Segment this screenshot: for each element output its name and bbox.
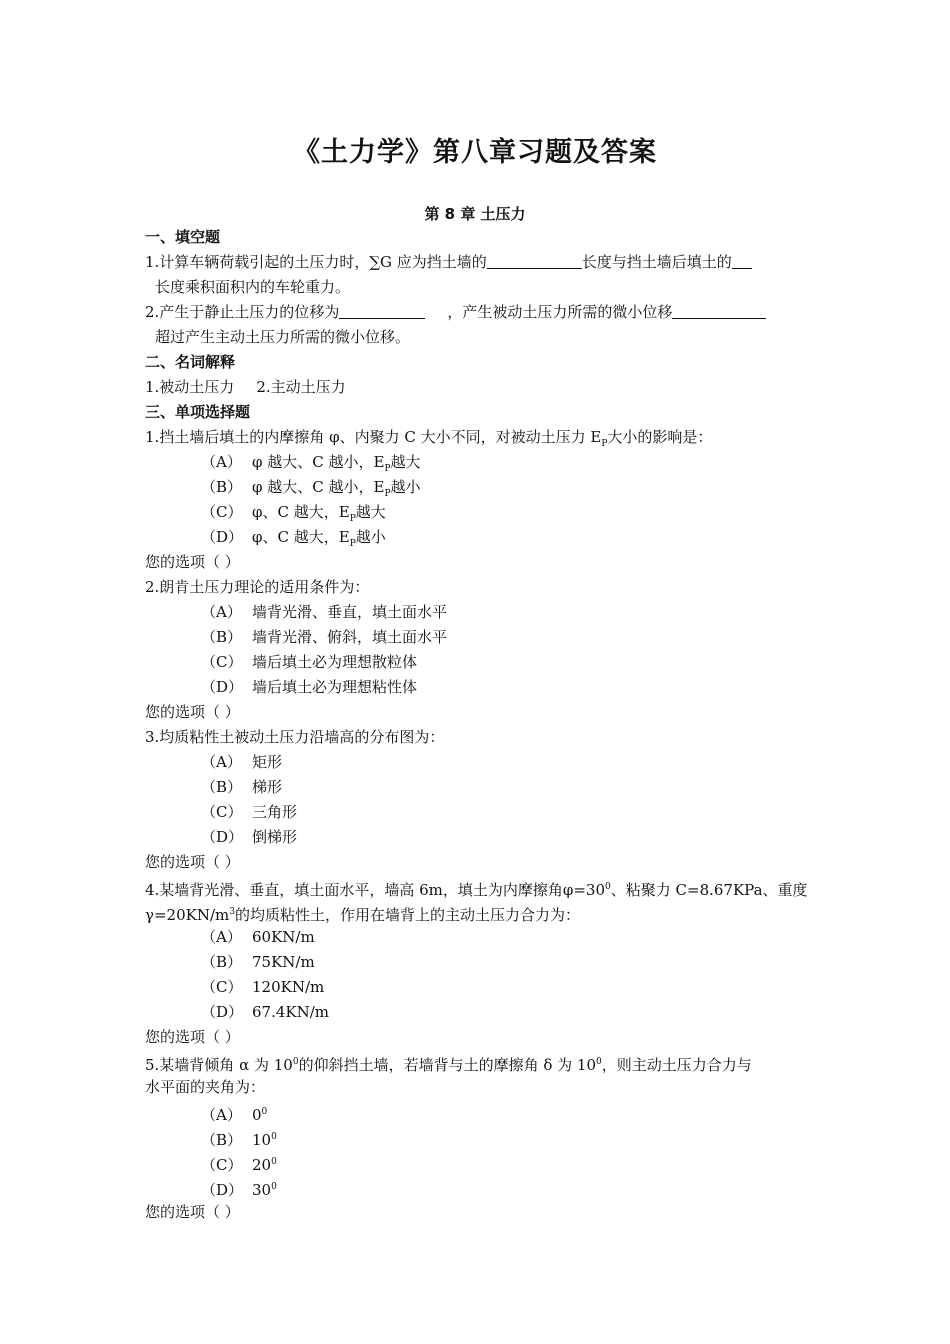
question-1-stem xyxy=(145,425,810,450)
q1-stem-text-end: 大小的影响是： xyxy=(607,428,713,446)
superscript: 0 xyxy=(292,1057,299,1067)
superscript: 3 xyxy=(229,907,235,917)
fill-blank xyxy=(339,302,425,319)
question-5-stem-line-2: 水平面的夹角为： xyxy=(145,1078,266,1096)
q4-option-a: （A） 60KN/m xyxy=(201,928,315,946)
q3-answer-prompt: 您的选项（ ） xyxy=(145,853,240,871)
q4-answer-prompt: 您的选项（ ） xyxy=(145,1028,240,1046)
q3-option-c: （C） 三角形 xyxy=(201,803,298,821)
q5-option-c: （C） $20^0$ xyxy=(201,1156,277,1174)
fill-q2-text-b: ，产生被动土压力所需的微小位移 xyxy=(447,303,673,321)
fill-q1-text-a: 1.计算车辆荷载引起的土压力时，∑G 应为挡土墙的 xyxy=(145,253,487,271)
section-terms-heading: 二、名词解释 xyxy=(145,353,236,371)
q2-option-c: （C） 墙后填土必为理想散粒体 xyxy=(201,653,418,671)
fill-question-2 xyxy=(145,300,810,325)
q2-option-a: （A） 墙背光滑、垂直，填土面水平 xyxy=(201,603,448,621)
q5-answer-prompt: 您的选项（ ） xyxy=(145,1203,240,1221)
chapter-heading: 第 8 章 土压力 xyxy=(424,205,526,223)
q1-option-a: （A） φ 越大、C 越小，$E_P$越大 xyxy=(201,453,421,474)
q5-option-d: （D） $30^0$ xyxy=(201,1181,277,1199)
q4-option-b: （B） 75KN/m xyxy=(201,953,315,971)
q2-option-d: （D） 墙后填土必为理想粘性体 xyxy=(201,678,418,696)
q3-option-b: （B） 梯形 xyxy=(201,778,283,796)
term-1: 1.被动土压力 xyxy=(145,378,235,396)
q1-answer-prompt: 您的选项（ ） xyxy=(145,553,240,571)
q1-option-d: （D） φ、C 越大，$E_P$越小 xyxy=(201,528,386,549)
fill-q2-text-a: 2.产生于静止土压力的位移为 xyxy=(145,303,340,321)
q4-option-c: （C） 120KN/m xyxy=(201,978,325,996)
term-2: 2.主动土压力 xyxy=(256,378,346,396)
q1-stem-text: 1.挡土墙后填土的内摩擦角 φ、内聚力 C 大小不同，对被动土压力 E xyxy=(145,428,602,446)
question-2-stem: 2.朗肯土压力理论的适用条件为： xyxy=(145,578,370,596)
terms-list xyxy=(145,375,810,400)
question-5-stem-line-1: 5.某墙背倾角 α 为 $10^0$的仰斜挡土墙，若墙背与土的摩擦角 δ 为 $10^0$，则主动土压力合力与 xyxy=(145,1056,752,1074)
fill-blank xyxy=(732,252,752,269)
question-4-stem-line-1: 4.某墙背光滑、垂直，填土面水平，墙高 6m，填土为内摩擦角$\varphi=30^0$、粘聚力 C=8.67KPa、重度 xyxy=(145,881,808,899)
subscript: P xyxy=(601,439,608,449)
question-3-stem: 3.均质粘性土被动土压力沿墙高的分布图为： xyxy=(145,728,445,746)
q5-option-a: （A） $0^0$ xyxy=(201,1106,268,1124)
fill-q1-continuation: 长度乘积面积内的车轮重力。 xyxy=(155,278,351,296)
q3-option-a: （A） 矩形 xyxy=(201,753,283,771)
section-fill-heading: 一、填空题 xyxy=(145,228,221,246)
q3-option-d: （D） 倒梯形 xyxy=(201,828,298,846)
superscript: 0 xyxy=(596,1057,602,1067)
document-title: 《土力学》第八章习题及答案 xyxy=(293,137,657,168)
q5-option-b: （B） $10^0$ xyxy=(201,1131,277,1149)
fill-blank xyxy=(672,302,766,319)
q1-option-b: （B） φ 越大、C 越小，$E_P$越小 xyxy=(201,478,421,499)
fill-q1-text-b: 长度与挡土墙后填土的 xyxy=(581,253,732,271)
section-choice-heading: 三、单项选择题 xyxy=(145,403,251,421)
question-4-stem-line-2: $\gamma=20KN/m^3$的均质粘性土，作用在墙背上的主动土压力合力为： xyxy=(145,906,580,924)
q4-option-d: （D） 67.4KN/m xyxy=(201,1003,330,1021)
fill-question-1 xyxy=(145,250,810,275)
fill-blank xyxy=(487,252,582,269)
document-body xyxy=(145,225,810,1225)
q2-option-b: （B） 墙背光滑、俯斜，填土面水平 xyxy=(201,628,448,646)
fill-q2-continuation: 超过产生主动土压力所需的微小位移。 xyxy=(155,328,411,346)
q2-answer-prompt: 您的选项（ ） xyxy=(145,703,240,721)
superscript: 0 xyxy=(605,882,611,892)
q1-option-c: （C） φ、C 越大，$E_P$越大 xyxy=(201,503,386,524)
